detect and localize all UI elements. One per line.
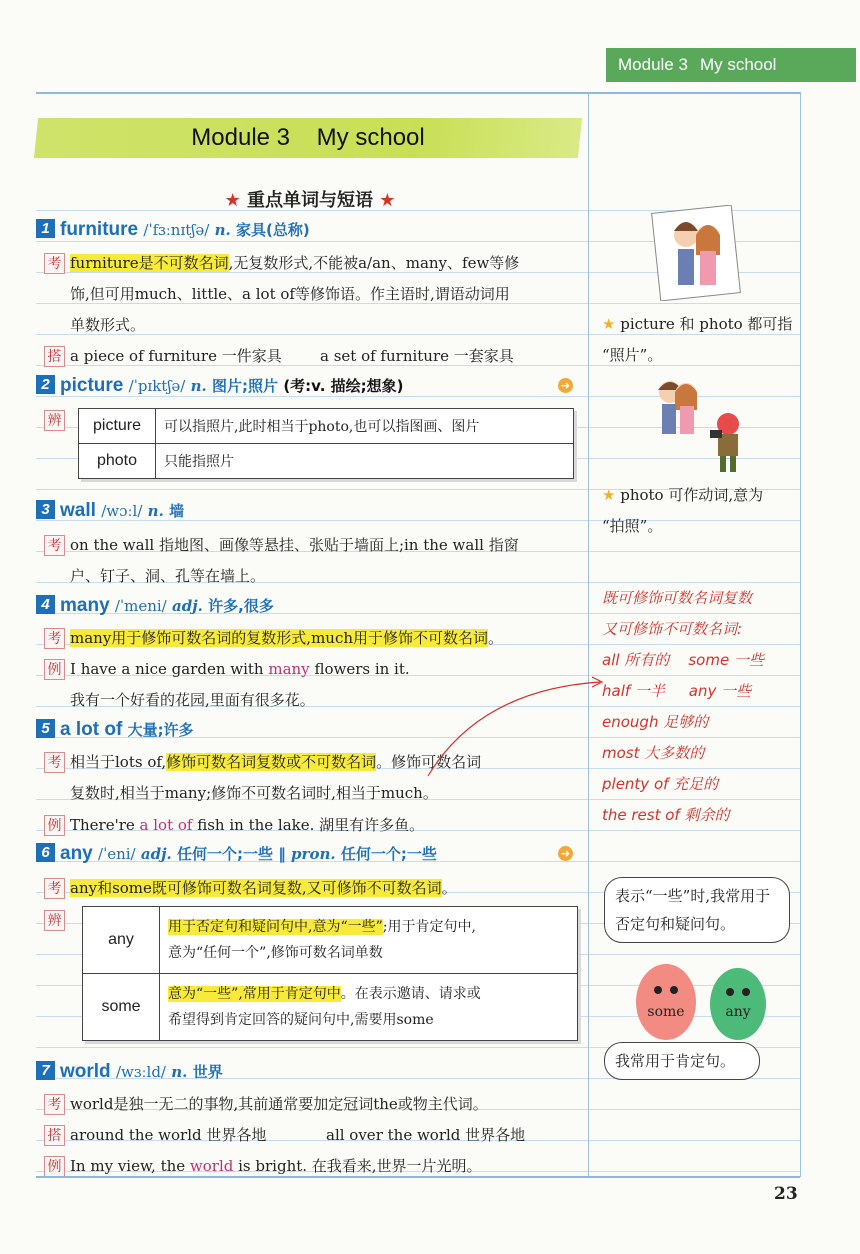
- highlight: furniture是不可数名词: [70, 254, 229, 272]
- furniture-kao-line2: 饰,但可用much、little、a lot of等修饰语。作主语时,谓语动词用: [70, 285, 510, 303]
- entry-pos: n.: [171, 1063, 188, 1081]
- entry-world-headline: [36, 1058, 584, 1086]
- entry-meaning: 墙: [169, 502, 185, 520]
- entry-meaning: 图片;照片: [212, 377, 279, 395]
- right-line: [800, 92, 801, 1177]
- photographer-illustration: [648, 372, 748, 476]
- table-key: any: [83, 907, 160, 974]
- kao-tag: 考: [44, 1094, 65, 1115]
- li-tag: 例: [44, 659, 65, 680]
- red-note-line: most 大多数的: [602, 744, 705, 762]
- entry-phonetic: /ˈfɜːnɪtʃə/: [143, 221, 210, 239]
- table-row: [83, 907, 578, 974]
- star-icon: ★: [602, 486, 616, 504]
- entry-phonetic: /ˈeni/: [98, 845, 136, 863]
- any-kao: [70, 873, 457, 903]
- side-note-1: [602, 309, 792, 339]
- side-note-2b: “拍照”。: [602, 517, 663, 535]
- text: I have a nice garden with: [70, 660, 269, 678]
- kao-tag: 考: [44, 752, 65, 773]
- page-title: Module 3 My school: [191, 124, 425, 151]
- entry-word: picture: [60, 375, 124, 396]
- keyword: world: [189, 1157, 234, 1175]
- table-desc: [160, 907, 578, 974]
- alot-example: [70, 810, 424, 840]
- entry-meaning: 家具(总称): [236, 221, 310, 239]
- star-icon: ★: [379, 190, 396, 211]
- arrow-right-icon: ➜: [558, 846, 573, 861]
- text: 意为“任何一个”,修饰可数名词单数: [168, 945, 383, 961]
- keyword: many: [268, 660, 310, 678]
- red-note-line: the rest of 剩余的: [602, 806, 730, 824]
- section-title-text: 重点单词与短语: [247, 190, 373, 211]
- table-key: picture: [79, 409, 156, 444]
- table-row: [83, 974, 578, 1041]
- bian-tag: 辨: [44, 410, 65, 431]
- entry-pos: pron.: [291, 845, 336, 863]
- text: In my view, the: [70, 1157, 190, 1175]
- entry-meaning: 任何一个;一些 ‖: [177, 845, 286, 863]
- highlight: any和some既可修饰可数名词复数,又可修饰不可数名词: [70, 879, 442, 897]
- red-note-line: half 一半 any 一些: [602, 682, 752, 700]
- table-key: some: [83, 974, 160, 1041]
- text: 。: [441, 879, 457, 897]
- entry-pos: n.: [147, 502, 164, 520]
- entry-word: furniture: [60, 219, 139, 240]
- world-da-1: around the world 世界各地: [70, 1126, 267, 1144]
- li-tag: 例: [44, 815, 65, 836]
- top-rule: [36, 92, 800, 94]
- furniture-kao-line3: 单数形式。: [70, 316, 146, 334]
- header-module: Module 3: [618, 55, 688, 74]
- page-number: 23: [774, 1184, 798, 1204]
- highlight: 意为“一些”,常用于肯定句中: [168, 986, 341, 1002]
- text: ;用于肯定句中,: [382, 919, 476, 935]
- bottom-rule: [36, 1176, 800, 1178]
- entry-word: many: [60, 595, 110, 616]
- entry-number: 5: [36, 719, 55, 738]
- header-title: My school: [699, 55, 777, 74]
- text: picture 和 photo 都可指: [620, 315, 793, 333]
- table-key: photo: [79, 444, 156, 479]
- text: 希望得到肯定回答的疑问句中,需要用some: [168, 1012, 434, 1028]
- text: ,无复数形式,不能被a/an、many、few等修: [228, 254, 520, 272]
- star-icon: ★: [224, 190, 241, 211]
- section-title: [200, 186, 420, 212]
- many-example-cn: 我有一个好看的花园,里面有很多花。: [70, 691, 315, 709]
- entry-many-headline: [36, 592, 584, 620]
- red-note-line: 既可修饰可数名词复数: [602, 589, 753, 607]
- wall-kao-line1: on the wall 指地图、画像等悬挂、张贴于墙面上;in the wall 指窗: [70, 536, 519, 554]
- table-row: [79, 444, 574, 479]
- entry-number: 3: [36, 500, 55, 519]
- entry-pos: adj.: [172, 597, 203, 615]
- char-some-label: some: [647, 1004, 685, 1020]
- entry-pos: n.: [214, 221, 231, 239]
- some-any-characters: [630, 944, 780, 1044]
- kao-tag: 考: [44, 253, 65, 274]
- entry-meaning: 大量;许多: [127, 721, 194, 739]
- text: 。修饰可数名词: [376, 753, 482, 771]
- module-header-tab: [606, 48, 856, 82]
- entry-phonetic: /ˈmeni/: [114, 597, 167, 615]
- li-tag: 例: [44, 1156, 65, 1177]
- alot-kao-line2: 复数时,相当于many;修饰不可数名词时,相当于much。: [70, 784, 438, 802]
- da-tag: 搭: [44, 1125, 65, 1146]
- entry-word: any: [60, 843, 93, 864]
- entry-meaning: 任何一个;一些: [340, 845, 437, 863]
- red-note-line: all 所有的 some 一些: [602, 651, 764, 669]
- highlight: 用于否定句和疑问句中,意为“一些”: [168, 919, 383, 935]
- speech-bubble-any: 表示“一些”时,我常用于否定句和疑问句。: [604, 877, 790, 943]
- entry-phonetic: /ˈpɪktʃə/: [128, 377, 186, 395]
- entry-meaning: 许多,很多: [208, 597, 274, 615]
- entry-word: wall: [60, 500, 96, 521]
- world-da-2: all over the world 世界各地: [326, 1126, 526, 1144]
- entry-meaning: 世界: [192, 1063, 223, 1081]
- connector-arrow: [420, 670, 610, 780]
- furniture-da-2: a set of furniture 一套家具: [320, 347, 514, 365]
- furniture-da-1: a piece of furniture 一件家具: [70, 347, 282, 365]
- speech-bubble-some: 我常用于肯定句。: [604, 1042, 760, 1080]
- text: 相当于lots of,: [70, 753, 167, 771]
- da-tag: 搭: [44, 346, 65, 367]
- world-kao: world是独一无二的事物,其前通常要加定冠词the或物主代词。: [70, 1095, 488, 1113]
- table-row: [79, 409, 574, 444]
- furniture-kao-line1: [70, 248, 519, 278]
- kao-tag: 考: [44, 628, 65, 649]
- text: 。在表示邀请、请求或: [340, 986, 481, 1002]
- entry-pos: n.: [190, 377, 207, 395]
- entry-wall-headline: [36, 497, 584, 525]
- text: flowers in it.: [309, 660, 410, 678]
- highlight: 修饰可数名词复数或不可数名词: [166, 753, 377, 771]
- side-note-1b: “照片”。: [602, 346, 663, 364]
- text: There're: [70, 816, 140, 834]
- entry-any-headline: [36, 840, 584, 868]
- text: is bright. 在我看来,世界一片光明。: [233, 1157, 482, 1175]
- many-example: [70, 654, 410, 684]
- red-note-line: 又可修饰不可数名词:: [602, 620, 743, 638]
- red-note-line: enough 足够的: [602, 713, 709, 731]
- entry-phonetic: /wɔːl/: [101, 502, 143, 520]
- wall-kao-line2: 户、钉子、洞、孔等在墙上。: [70, 567, 266, 585]
- table-desc: 可以指照片,此时相当于photo,也可以指图画、图片: [156, 409, 574, 444]
- text: photo 可作动词,意为: [620, 486, 764, 504]
- kao-tag: 考: [44, 535, 65, 556]
- char-any-label: any: [725, 1004, 751, 1020]
- side-note-2: [602, 480, 763, 510]
- many-kao: [70, 623, 503, 653]
- text: 。: [488, 629, 504, 647]
- entry-word: a lot of: [60, 719, 123, 740]
- entry-pos: adj.: [140, 845, 172, 863]
- entry-number: 1: [36, 219, 55, 238]
- table-desc: 只能指照片: [156, 444, 574, 479]
- table-desc: [160, 974, 578, 1041]
- star-icon: ★: [602, 315, 616, 333]
- entry-picture-headline: [36, 372, 584, 400]
- bian-tag: 辨: [44, 910, 65, 931]
- entry-number: 2: [36, 375, 55, 394]
- red-note-line: plenty of 充足的: [602, 775, 719, 793]
- kao-tag: 考: [44, 878, 65, 899]
- arrow-right-icon: ➜: [558, 378, 573, 393]
- entry-furniture-headline: [36, 216, 584, 244]
- highlight: many用于修饰可数名词的复数形式,much用于修饰不可数名词: [70, 629, 489, 647]
- text: fish in the lake. 湖里有许多鱼。: [192, 816, 425, 834]
- couple-photo-illustration: [650, 205, 742, 301]
- entry-note: (考:v. 描绘;想象): [283, 377, 404, 395]
- entry-number: 7: [36, 1061, 55, 1080]
- keyword: a lot of: [139, 816, 193, 834]
- entry-number: 6: [36, 843, 55, 862]
- entry-number: 4: [36, 595, 55, 614]
- entry-phonetic: /wɜːld/: [115, 1063, 166, 1081]
- picture-photo-table: [78, 408, 574, 479]
- margin-line: [588, 92, 589, 1177]
- entry-word: world: [60, 1061, 111, 1082]
- any-some-table: [82, 906, 578, 1041]
